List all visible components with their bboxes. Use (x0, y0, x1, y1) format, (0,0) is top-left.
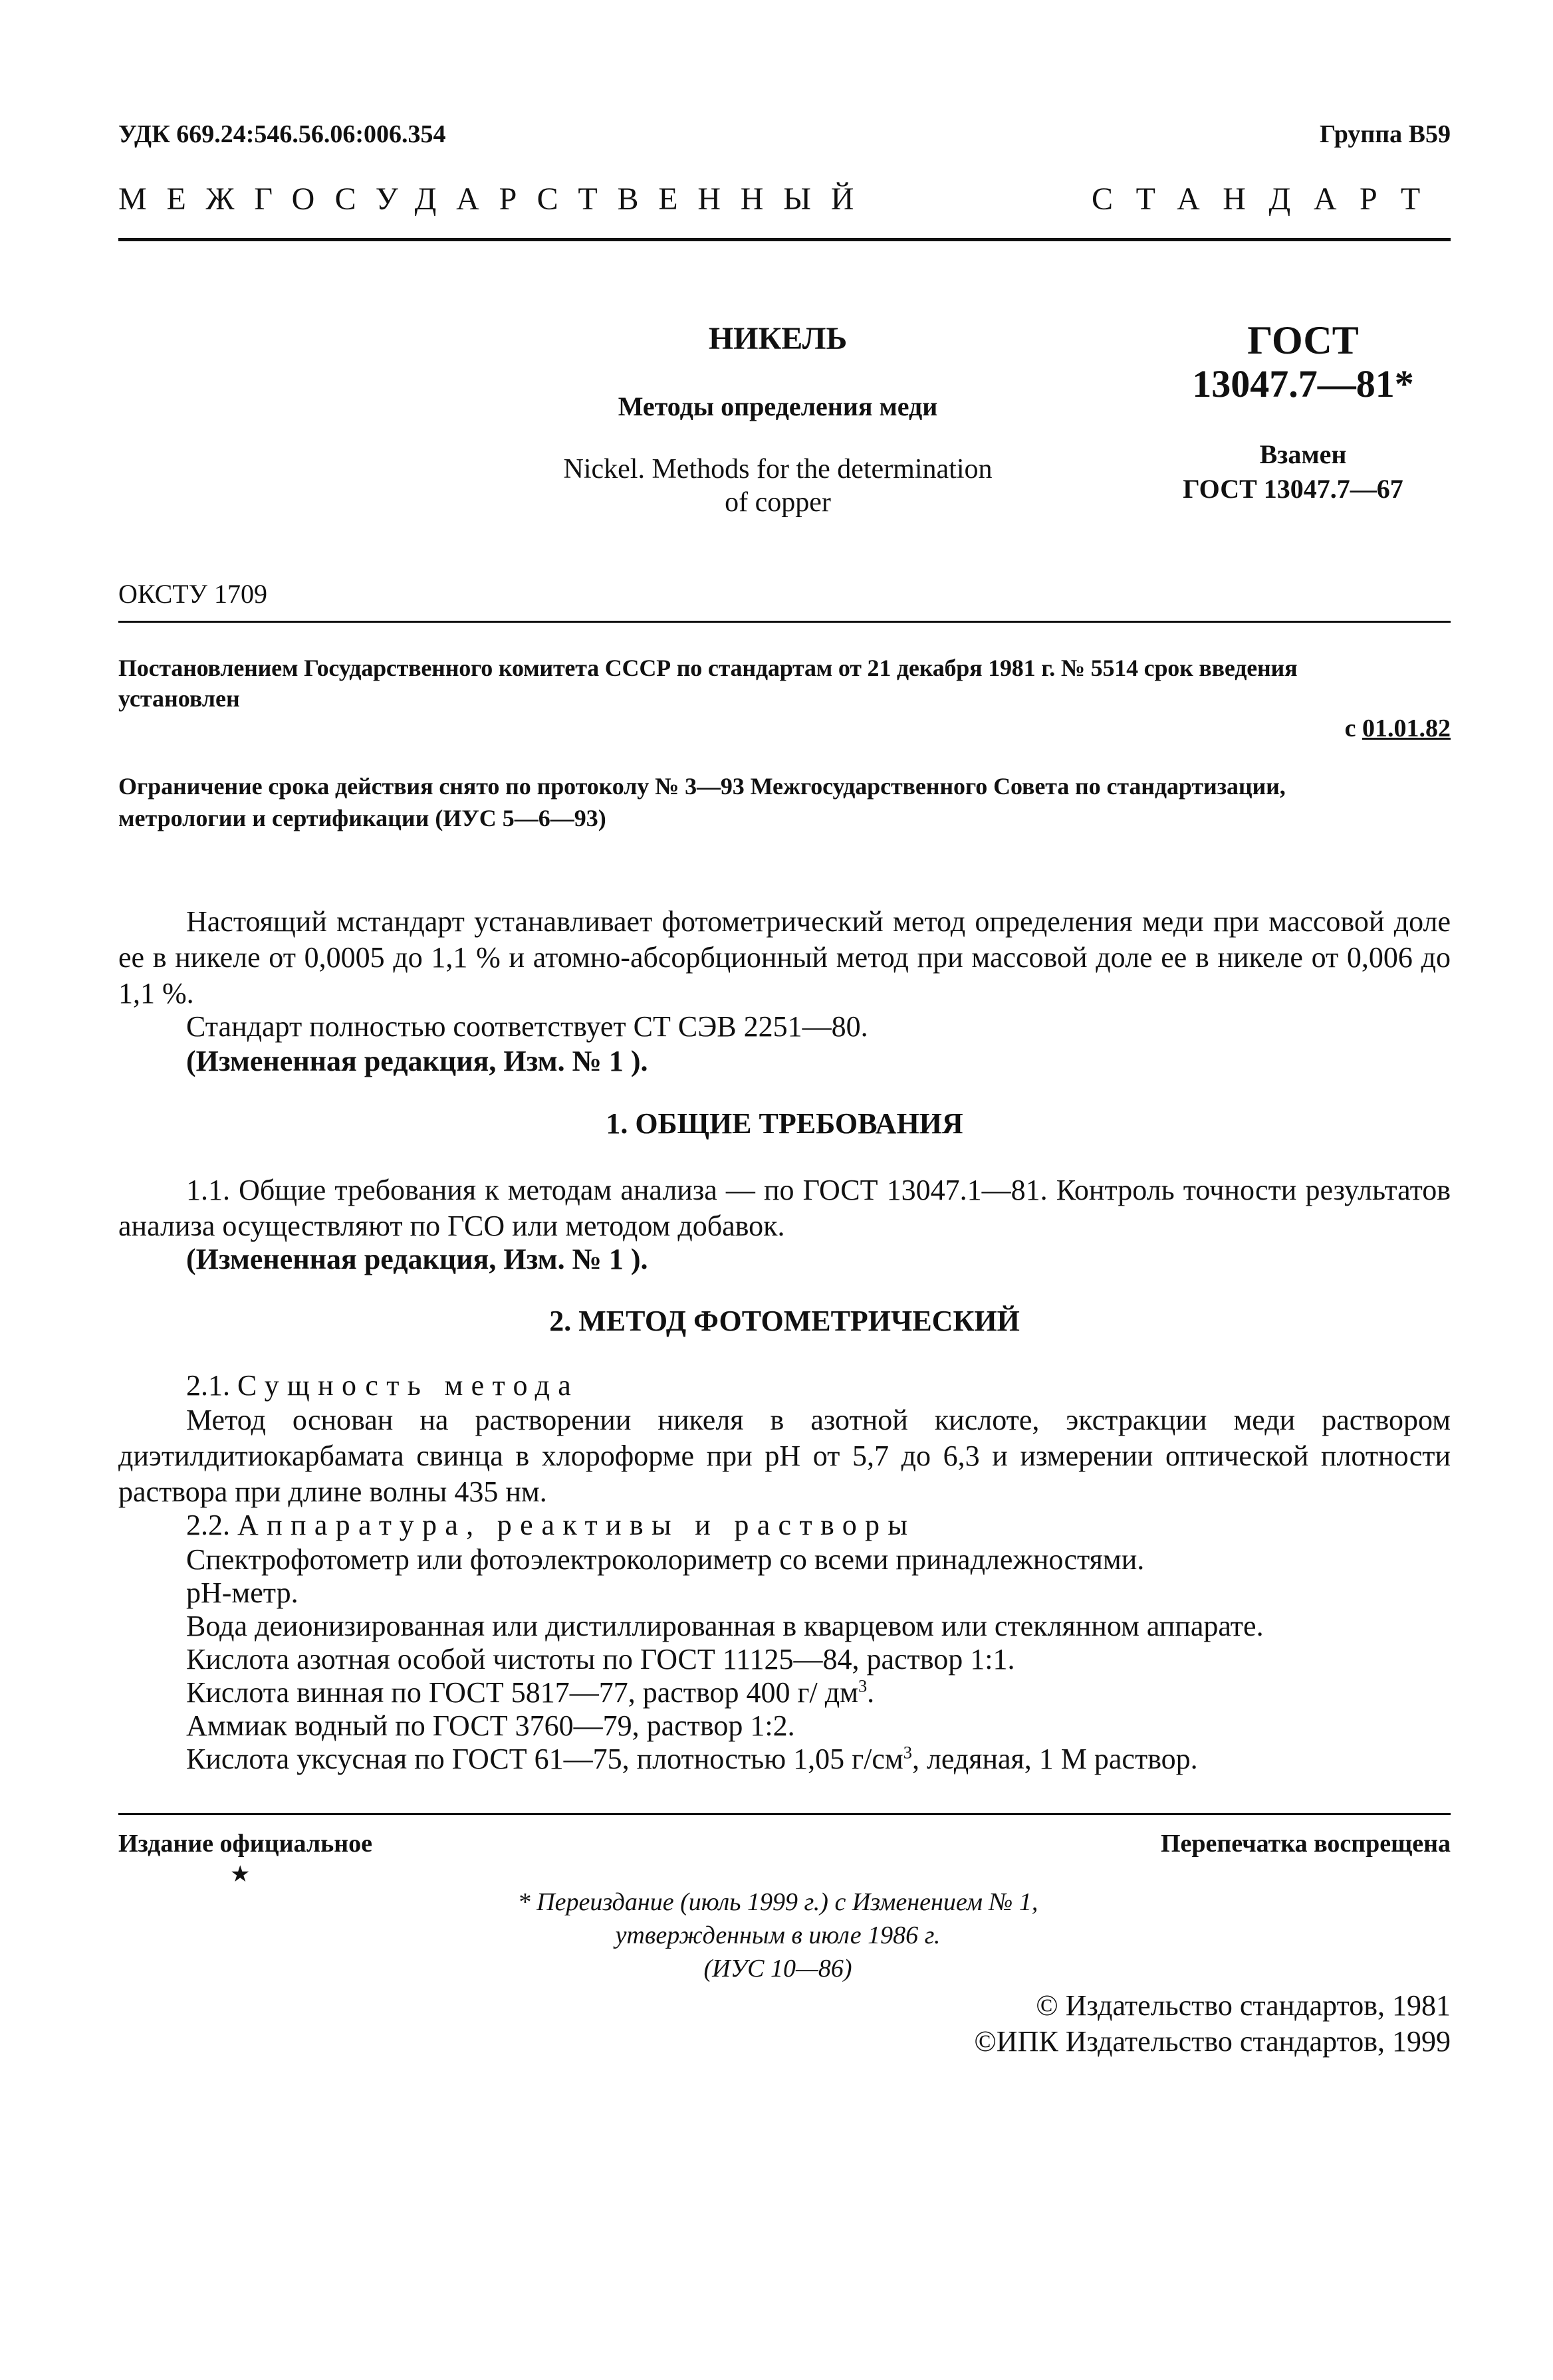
clause-2-2-heading (186, 1507, 915, 1543)
reissue-line1: * Переиздание (июль 1999 г.) с Изменением № 1, (517, 1888, 1038, 1916)
section2-heading: 2. МЕТОД ФОТОМЕТРИЧЕСКИЙ (549, 1305, 1020, 1337)
gost-label: ГОСТ (1247, 318, 1359, 362)
footer-rule (118, 1813, 1451, 1815)
english-title-line1: Nickel. Methods for the determination (563, 454, 993, 485)
clause-2-1-text: Метод основан на растворении никеля в азотной кислоте, экстракции меди раствором диэтилдитиокарбамата свинца в хлороформе при pH от 5,7 до 6,3 и измерении оптической плотности раствора при длине волны 435 нм. (118, 1404, 1451, 1508)
acetic-text: Кислота уксусная по ГОСТ 61—75, плотностью 1,05 г/см (186, 1743, 903, 1775)
reagent-item: pH-метр. (186, 1576, 299, 1609)
effective-date-value: 01.01.82 (1362, 714, 1451, 742)
reagent-item: Кислота азотная особой чистоты по ГОСТ 11125—84, раствор 1:1. (186, 1643, 1015, 1676)
tartaric-text: Кислота винная по ГОСТ 5817—77, раствор 400 г/ дм (186, 1676, 858, 1709)
limitation-line2: метрологии и сертификации (ИУС 5—6—93) (118, 805, 606, 831)
limitation-line1: Ограничение срока действия снято по протоколу № 3—93 Межгосударственного Совета по стандартизации, (118, 773, 1286, 800)
clause-2-1-term: Сущность метода (237, 1369, 580, 1402)
effective-date (1345, 714, 1451, 743)
header-thick-rule (118, 238, 1451, 241)
clause-2-2-number: 2.2. (186, 1509, 230, 1541)
reagent-item: Аммиак водный по ГОСТ 3760—79, раствор 1:2. (186, 1709, 795, 1742)
tartaric-superscript: 3 (858, 1676, 868, 1696)
reagent-item: Вода деионизированная или дистиллированная в кварцевом или стеклянном аппарате. (186, 1610, 1264, 1642)
reagent-item: Спектрофотометр или фотоэлектроколориметр со всеми принадлежностями. (186, 1543, 1145, 1576)
acetic-superscript: 3 (903, 1742, 912, 1763)
standard-banner-right: СТАНДАРТ (1092, 181, 1443, 217)
reprint-prohibited: Перепечатка воспрещена (1160, 1830, 1451, 1858)
section1-paragraph: 1.1. Общие требования к методам анализа — по ГОСТ 13047.1—81. Контроль точности результатов анализа осуществляют по ГСО или методом добавок. (118, 1174, 1451, 1242)
acetic-tail: , ледяная, 1 М раствор. (911, 1743, 1198, 1775)
clause-2-2-term: Аппаратура, реактивы и растворы (237, 1509, 916, 1541)
standard-banner-left: МЕЖГОСУДАРСТВЕННЫЙ (118, 181, 874, 217)
conformity-note: Стандарт полностью соответствует СТ СЭВ 2251—80. (186, 1010, 868, 1043)
decree-line2: установлен (118, 685, 240, 712)
replaces-number: ГОСТ 13047.7—67 (1183, 474, 1403, 504)
intro-amended-note: (Измененная редакция, Изм. № 1 ). (186, 1045, 648, 1077)
gost-number: 13047.7—81* (1192, 362, 1414, 405)
tartaric-period: . (867, 1676, 875, 1709)
title-rule (118, 621, 1451, 623)
group-code: Группа В59 (1319, 120, 1451, 148)
reagent-item-tartaric (186, 1675, 874, 1711)
replaces-label: Взамен (1259, 439, 1347, 469)
clause-2-1-number: 2.1. (186, 1369, 230, 1402)
reissue-line3: (ИУС 10—86) (703, 1955, 852, 1983)
reissue-line2: утвержденным в июле 1986 г. (615, 1921, 941, 1949)
decree-line1: Постановлением Государственного комитета СССР по стандартам от 21 декабря 1981 г. № 5514 срок введения (118, 655, 1298, 681)
clause-2-1-heading (186, 1368, 579, 1404)
reagent-item-acetic (186, 1741, 1198, 1777)
english-title-line2: of copper (725, 487, 831, 518)
section1-heading: 1. ОБЩИЕ ТРЕБОВАНИЯ (606, 1107, 963, 1140)
document-title: НИКЕЛЬ (708, 321, 848, 356)
document-subtitle: Методы определения меди (618, 391, 938, 421)
udc-code: УДК 669.24:546.56.06:006.354 (118, 120, 446, 148)
copyright-1999: ©ИПК Издательство стандартов, 1999 (974, 2025, 1451, 2058)
intro-paragraph: Настоящий мстандарт устанавливает фотометрический метод определения меди при массовой доле ее в никеле от 0,0005 до 1,1 % и атомно-абсорбционный метод при массовой доле ее в никеле от 0,006 до 1,1 %. (118, 905, 1451, 1010)
okstu-code: ОКСТУ 1709 (118, 579, 268, 609)
star-icon: ★ (230, 1862, 251, 1887)
section1-amended-note: (Измененная редакция, Изм. № 1 ). (186, 1243, 648, 1275)
official-edition: Издание официальное (118, 1830, 373, 1858)
effective-date-prefix: с (1344, 714, 1362, 742)
copyright-1981: © Издательство стандартов, 1981 (1036, 1989, 1451, 2022)
